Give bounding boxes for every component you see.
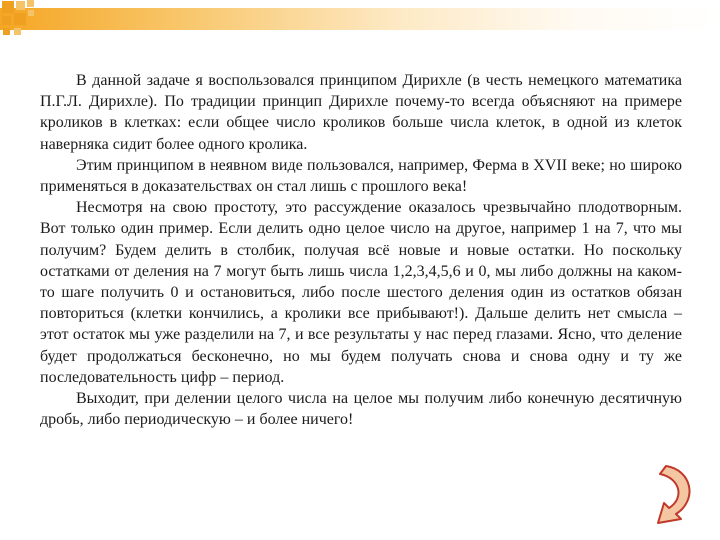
paragraph-fermat: Этим принципом в неявном виде пользовался, например, Ферма в XVII веке; но широко применяться в доказательствах он стал лишь с прошлого века! (40, 156, 682, 196)
return-arrow-icon[interactable] (652, 460, 704, 528)
paragraph-division-example: Несмотря на свою простоту, это рассуждение оказалось чрезвычайно плодотворным. Вот только один пример. Если делить одно целое число на другое, например 1 на 7, что мы получим? Будем делить в столбик, получая всё новые и новые остатки. Но поскольку остатками от деления на 7 могут быть лишь числа 1,2,3,4,5,6 и 0, мы либо должны на каком-то шаге получить 0 и остановиться, либо после шестого деления один из остатков обязан повториться (клетки кончились, а кролики все прибывают!). Дальше делить нет смысла – этот остаток мы уже разделили на 7, и все результаты у нас перед глазами. Ясно, что деление будет продолжаться бесконечно, но мы будем получать снова и снова одну и ту же последовательность цифр – период. (40, 199, 682, 386)
header-decoration-band (0, 8, 720, 30)
body-text (40, 70, 682, 430)
paragraph-conclusion: Выходит, при делении целого числа на целое мы получим либо конечную десятичную дробь, либо периодическую – и более ничего! (40, 390, 682, 429)
paragraph-dirichlet-intro: В данной задаче я воспользовался принципом Дирихле (в честь немецкого математика П.Г.Л. Дирихле). По традиции принцип Дирихле почему-то всегда объясняют на примере кроликов в клетках: если общее число кроликов больше числа клеток, в одной из клеток наверняка сидит более одного кролика. (40, 72, 682, 153)
